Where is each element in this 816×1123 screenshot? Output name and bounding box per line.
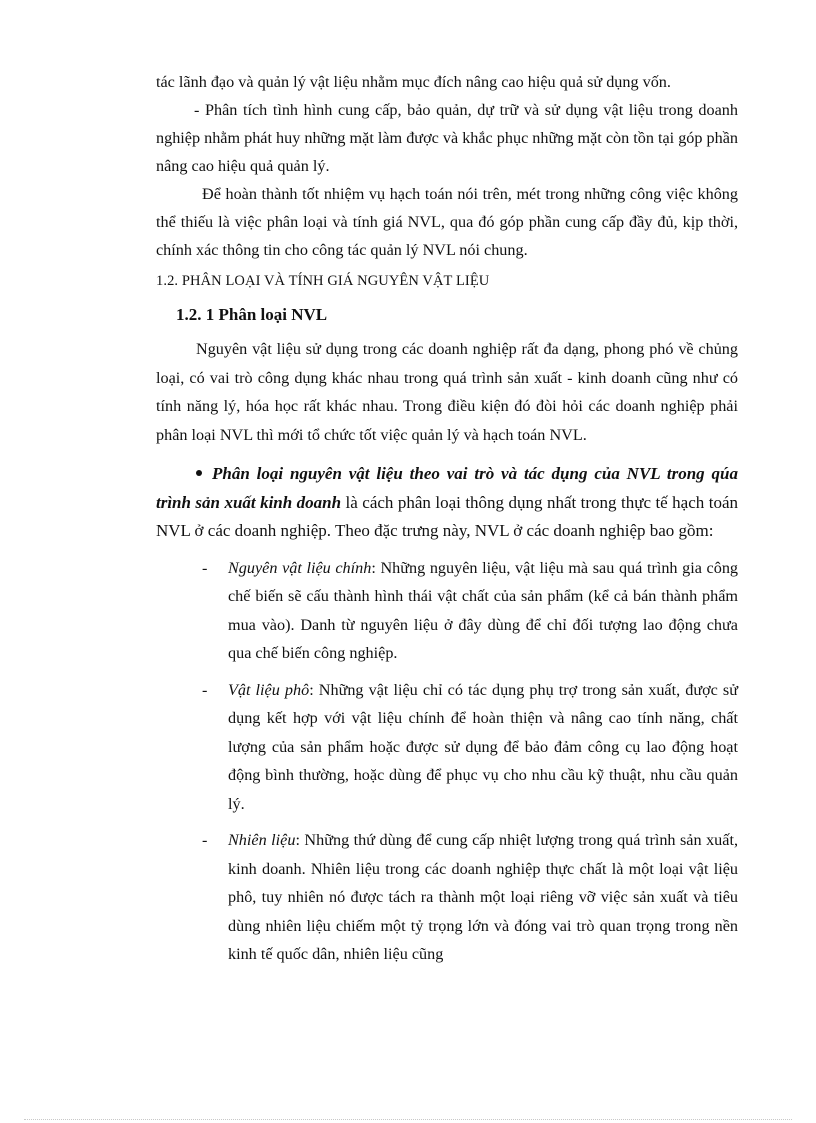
bullet-bold-text: Phân loại nguyên vật liệu theo vai trò và tác dụng của NVL trong qúa trình sản xuất kinh doanh bbox=[156, 464, 738, 512]
section-heading-1-2: 1.2. PHÂN LOẠI VÀ TÍNH GIÁ NGUYÊN VẬT LIỆU bbox=[156, 273, 490, 289]
dash-marker: - bbox=[202, 680, 208, 699]
bullet-classification bbox=[156, 460, 738, 546]
paragraph-nvl-overview: Nguyên vật liệu sử dụng trong các doanh nghiệp rất đa dạng, phong phó về chủng loại, có vai trò công dụng khác nhau trong quá trình sản xuất - kinh doanh cũng như có tính năng lý, hóa học rất khác nhau. Trong điều kiện đó đòi hỏi các doanh nghiệp phải phân loại NVL thì mới tổ chức tốt việc quản lý và hạch toán NVL. bbox=[156, 340, 738, 444]
dash-marker: - bbox=[202, 831, 208, 849]
paragraph-intro-continuation: tác lãnh đạo và quản lý vật liệu nhằm mục đích nâng cao hiệu quả sử dụng vốn. bbox=[156, 73, 671, 91]
dash-marker: - bbox=[202, 558, 208, 577]
page-content bbox=[156, 68, 738, 977]
item-text: : Những thứ dùng để cung cấp nhiệt lượng trong quá trình sản xuất, kinh doanh. Nhiên liệu trong các doanh nghiệp thực chất là một loại vật liệu phô, tuy nhiên nó được tách ra thành một loại riêng vỡ việc sản xuất và tiêu dùng nhiên liệu chiếm một tỷ trọng lớn và đóng vai trò quan trọng trong nền kinh tế quốc dân, nhiên liệu cũng bbox=[228, 831, 738, 963]
item-term: Vật liệu phô bbox=[228, 680, 310, 699]
list-item-auxiliary-material bbox=[202, 676, 738, 819]
material-types-list bbox=[156, 554, 738, 969]
bullet-rest-text: là cách phân loại thông dụng nhất trong thực tế hạch toán NVL ở các doanh nghiệp. Theo đặc trưng này, NVL ở các doanh nghiệp bao gồm: bbox=[156, 492, 738, 540]
item-term: Nguyên vật liệu chính bbox=[228, 558, 372, 577]
item-text: : Những vật liệu chỉ có tác dụng phụ trợ trong sản xuất, được sử dụng kết hợp với vật liệu chính để hoàn thiện và nâng cao tính năng, chất lượng của sản phẩm hoặc được sử dụng để bảo đảm công cụ lao động hoạt động bình thường, hoặc dùng để phục vụ cho nhu cầu kỹ thuật, nhu cầu quản lý. bbox=[228, 680, 738, 813]
bullet-icon bbox=[196, 470, 202, 476]
item-text: : Những nguyên liệu, vật liệu mà sau quá trình gia công chế biến sẽ cấu thành hình thái vật chất của sản phẩm (kể cả bán thành phẩm mua vào). Danh từ nguyên liệu ở đây dùng để chỉ đối tượng lao động chưa qua chế biến công nghiệp. bbox=[228, 558, 739, 662]
page-bottom-divider bbox=[24, 1119, 792, 1120]
paragraph-analysis-task: - Phân tích tình hình cung cấp, bảo quản, dự trữ và sử dụng vật liệu trong doanh nghiệp nhằm phát huy những mặt làm được và khắc phục những mặt còn tồn tại góp phần nâng cao hiệu quả quản lý. bbox=[156, 101, 738, 175]
list-item-fuel bbox=[202, 826, 738, 969]
item-term: Nhiên liệu bbox=[228, 831, 296, 849]
subsection-heading-1-2-1: 1.2. 1 Phân loại NVL bbox=[176, 305, 328, 324]
paragraph-accounting-task: Để hoàn thành tốt nhiệm vụ hạch toán nói trên, mét trong những công việc không thể thiếu là việc phân loại và tính giá NVL, qua đó góp phần cung cấp đầy đủ, kịp thời, chính xác thông tin cho công tác quản lý NVL nói chung. bbox=[156, 185, 738, 259]
list-item-main-material bbox=[202, 554, 739, 668]
